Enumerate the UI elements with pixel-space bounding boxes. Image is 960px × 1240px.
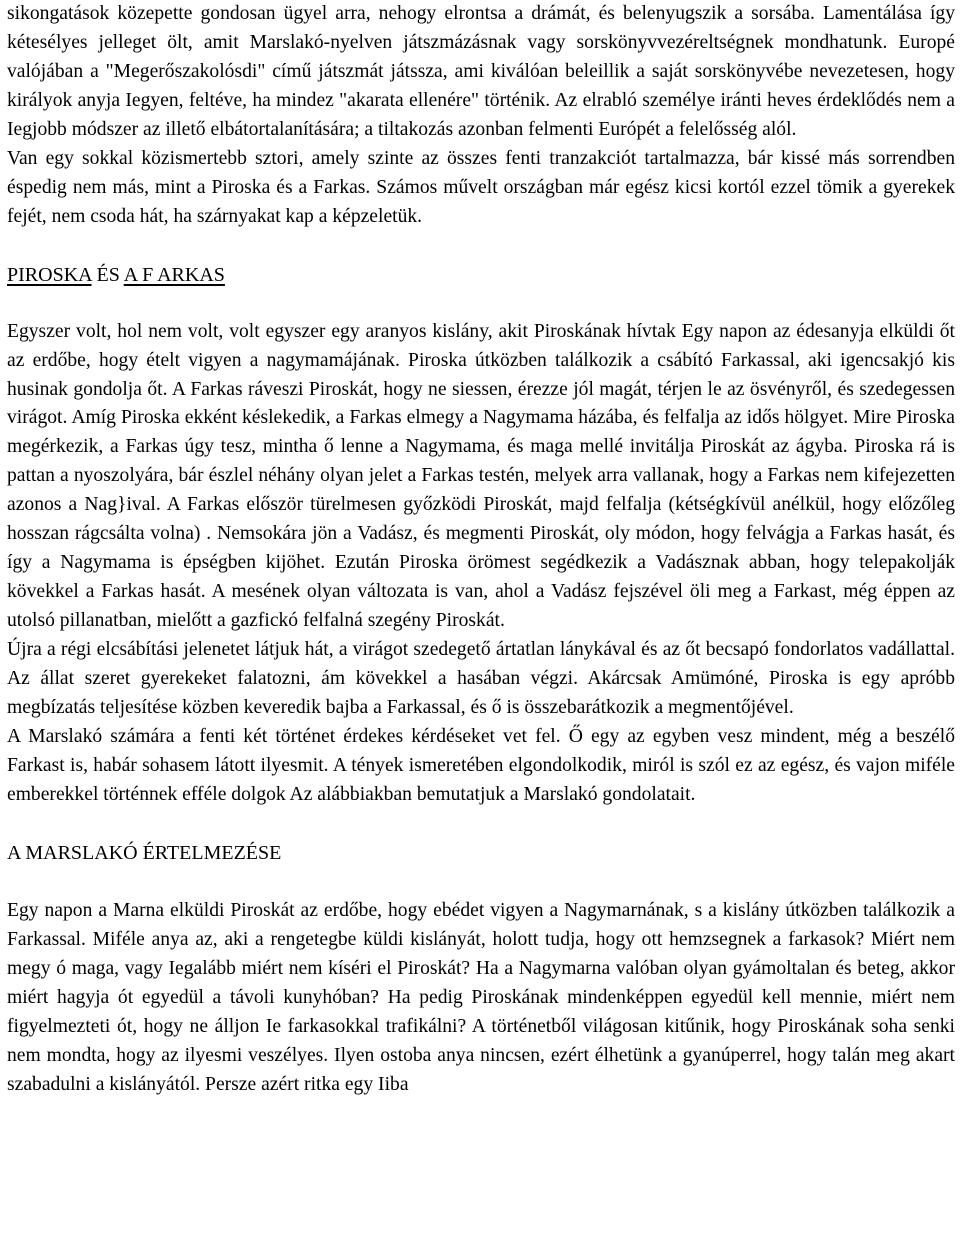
paragraph-piroska-intro: Van egy sokkal közismertebb sztori, amely szinte az összes fenti tranzakciót tartalmazza, bár kissé más sorrendben éspedig nem más, mint a Piroska és a Farkas. Számos művelt országban már egész kicsi kortól ezzel tömik a gyerekek fejét, nem csoda hát, ha szárnyakat kap a képzeletük. [7, 147, 955, 227]
heading-piroska-es-a-farkas [7, 261, 955, 289]
heading-piroska-part2: ÉS [91, 263, 124, 286]
paragraph-seduction-scene: Újra a régi elcsábítási jelenetet látjuk hát, a virágot szedegető ártatlan lánykával és az őt becsapó fondorlatos vadállattal. Az állat szeret gyerekeket falatozni, ám kövekkel a hasában végzi. Akárcsak Amümóné, Piroska is egy apróbb megbízatás teljesítése közben keveredik bajba a Farkassal, és ő is összebarátkozik a megmentőjével. [7, 639, 955, 719]
heading-marslako-ertelmezese: A MARSLAKÓ ÉRTELMEZÉSE [7, 841, 282, 864]
paragraph-marslako-interpretation: Egy napon a Marna elküldi Piroskát az erdőbe, hogy ebédet vigyen a Nagymarnának, s a kislány útközben találkozik a Farkassal. Miféle anya az, aki a rengetegbe küldi kislányát, holott tudja, hogy ott hemzsegnek a farkasok? Miért nem megy ó maga, vagy Iegalább miért nem kíséri el Piroskát? Ha a Nagymarna valóban olyan gyámoltalan és beteg, akkor miért hagyja ót egyedül a távoli kunyhóban? Ha pedig Piroskának mindenképpen egyedül kell mennie, miért nem figyelmezteti ót, hogy ne álljon Ie farkasokkal trafikálni? A történetből világosan kitűnik, hogy Piroskának soha senki nem mondta, hogy az ilyesmi veszélyes. Ilyen ostoba anya nincsen, ezért élhetünk a gyanúperrel, hogy talán meg akart szabadulni a kislányától. Persze azért ritka egy Iiba [7, 899, 955, 1095]
heading-piroska-part3: A F ARKAS [123, 263, 225, 286]
paragraph-marslako-questions: A Marslakó számára a fenti két történet érdekes kérdéseket vet fel. Ő egy az egyben vesz mindent, még a beszélő Farkast is, habár sohasem látott ilyesmit. A tények ismeretében elgondolkodik, miról is szól ez az egész, és vajon miféle emberekkel történnek efféle dolgok Az alábbiakban bemutatjuk a Marslakó gondolatait. [7, 725, 955, 805]
heading-piroska-part1: PIROSKA [7, 263, 92, 286]
document-page [7, 0, 955, 1100]
paragraph-piroska-story: Egyszer volt, hol nem volt, volt egyszer egy aranyos kislány, akit Piroskának hívtak Egy napon az édesanyja elküldi őt az erdőbe, hogy ételt vigyen a nagymamájának. Piroska útközben találkozik a csábító Farkassal, aki igencsakjó kis husinak gondolja őt. A Farkas ráveszi Piroskát, hogy ne siessen, érezze jól magát, térjen le az ösvényről, és szedegessen virágot. Amíg Piroska ekként késlekedik, a Farkas elmegy a Nagymama házába, és felfalja az idős hölgyet. Mire Piroska megérkezik, a Farkas úgy tesz, mintha ő lenne a Nagymama, és maga mellé invitálja Piroskát az ágyba. Piroska rá is pattan a nyoszolyára, bár észlel néhány olyan jelet a Farkas testén, melyek arra vallanak, hogy a Farkas nem kifejezetten azonos a Nag}ival. A Farkas először türelmesen győzködi Piroskát, majd felfalja (kétségkívül anélkül, hogy előzőleg hosszan rágcsálta volna) . Nemsokára jön a Vadász, és megmenti Piroskát, oly módon, hogy felvágja a Farkas hasát, és így a Nagymama is épségben kijöhet. Ezután Piroska örömest segédkezik a Vadásznak abban, hogy telepakolják kövekkel a Farkas hasát. A mesének olyan változata is van, ahol a Vadász fejszével öli meg a Farkast, még éppen az utolsó pillanatban, mielőtt a gazfickó felfalná szegény Piroskát. [7, 320, 955, 632]
paragraph-europe: sikongatások közepette gondosan ügyel arra, nehogy elrontsa a drámát, és belenyugszik a sorsába. Lamentálása így kétesélyes jelleget ölt, amit Marslakó-nyelven játszmázásnak vagy sorskönyvvezéreltségnek mondhatunk. Europé valójában a "Megerőszakolósdi" című játszmát játssza, ami kiválóan beleillik a saját sorskönyvébe nevezetesen, hogy királyok anyja Iegyen, feltéve, ha mindez "akarata ellenére" történik. Az elrabló személye iránti heves érdeklődés nem a Iegjobb módszer az illető elbátortalanítására; a tiltakozás azonban felmenti Európét a felelősség alól. [7, 3, 955, 140]
